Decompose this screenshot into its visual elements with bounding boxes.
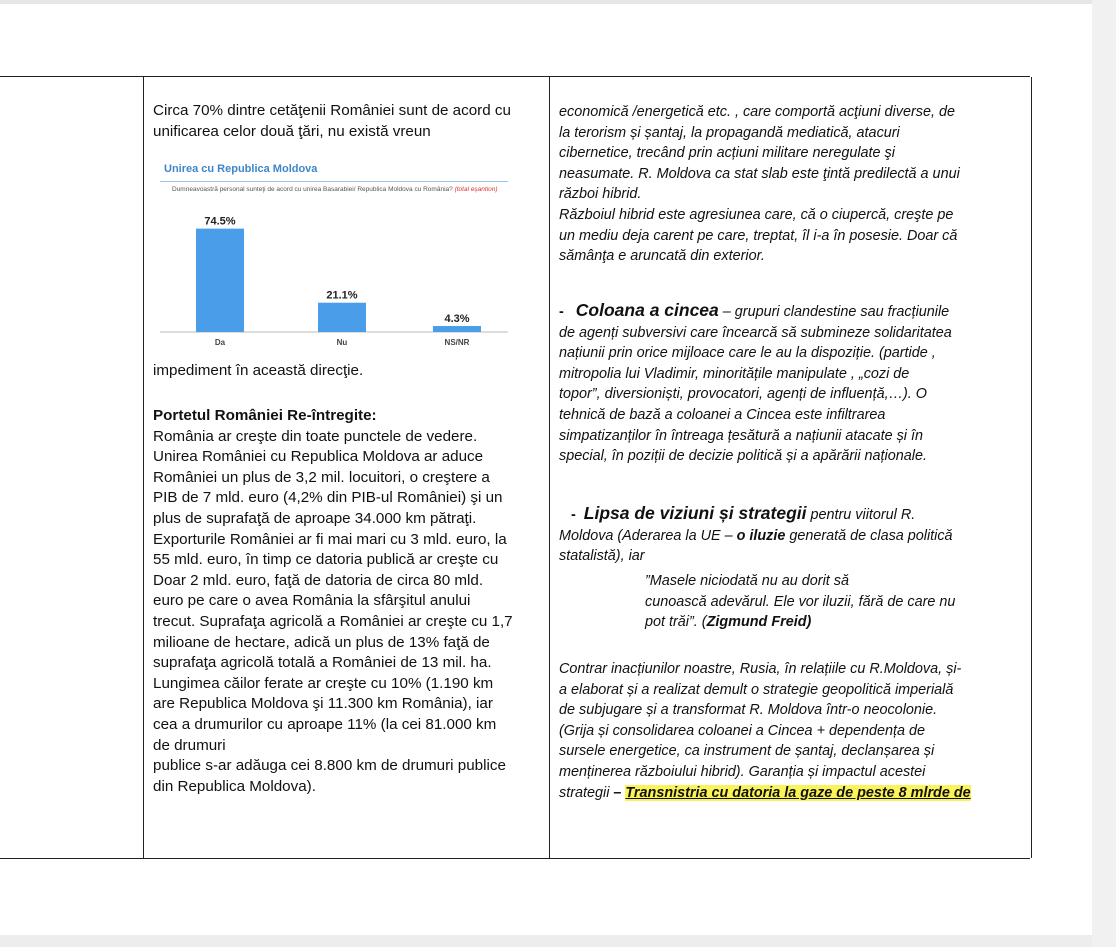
lipsa-viziuni-section [559,503,1025,567]
text-line: ”Masele niciodată nu au dorit să [645,573,849,589]
chart-note: (total eşantion) [454,186,498,193]
portet-section [153,406,545,797]
text-line: națiunii prin orice mijloace care le au la dispoziție. (partide , [559,345,936,362]
paragraph-3 [559,659,1025,783]
paragraph-2 [559,205,1025,267]
document-table [0,76,1030,859]
chart-category-label: NS/NR [444,338,470,347]
chart-title: Unirea cu Republica Moldova [164,163,318,175]
text-line: un mediu deja carent pe care, treptat, îl i-a în posesie. Doar că [559,227,958,244]
text-line: la terorism și șantaj, la propagandă mediatică, atacuri [559,124,900,141]
chart-data-label: 4.3% [444,313,470,326]
text-line: neasumate. R. Moldova ca stat slab este ţintă predilectă a unui [559,165,960,182]
text-line: economică /energetică etc. , care comportă acţiuni diverse, de [559,104,955,120]
text-line: Circa 70% dintre cetăţenii României sunt de acord cu [153,102,511,119]
text-line: impediment în această direcţie. [153,362,364,379]
text-line: România ar creşte din toate punctele de vedere. [153,427,478,445]
text-line: de subjugare și a transformat R. Moldova într-o neocolonie. [559,702,938,719]
text-line: Exporturile României ar fi mai mari cu 3 mld. euro, la [153,530,507,548]
text-line: a elaborat și a realizat demult o strategie geopolitică imperială [559,681,954,698]
bullet-dash: - [559,304,564,320]
text-line: simpatizanților în întreaga țesătură a națiunii atacate și în [559,427,923,444]
text-line: trecut. Suprafaţa agricolă a României ar creşte cu 1,7 [153,612,513,630]
text-line: topor”, diversioniști, provocatori, agenți de influență,…). O [559,386,927,403]
text-line: statalistă), iar [559,548,645,565]
freud-quote [645,571,1020,633]
text-span: pot trăi”. ( [645,614,707,631]
quote-body [645,571,1020,612]
text-line: cunoască adevărul. Ele vor iluzii, fără de care nu [645,593,956,610]
text-line: milioane de hectare, adică un plus de 13% faţă de [153,633,490,651]
text-line: 55 mld. euro, în timp ce datoria publică ar creşte cu [153,551,499,569]
bottom-bar [0,935,1092,947]
chart-category-label: Da [214,338,226,347]
text-line: cea a drumurilor cu aproape 11% (la cei 81.000 km [153,715,497,733]
emphasis-text: o iluzie [736,527,786,544]
text-span: – [613,784,626,801]
text-line: Contrar inacțiunilor noastre, Rusia, în relațiile cu R.Moldova, și- [559,661,962,677]
text-line: României un plus de 3,2 mil. locuitori, o creştere a [153,468,490,486]
text-line: menținerea războiului hibrid). Garanția și impactul acestei [559,763,926,780]
text-line: Unirea României cu Republica Moldova ar aduce [153,448,484,466]
hybrid-war-paragraph [559,102,1025,267]
text-line: plus de suprafaţă de aproape 34.000 km pătraţi. [153,509,477,527]
text-line: sămânţa e aruncată din exterior. [559,248,765,265]
text-line: are Republica Moldova şi 11.300 km România), iar [153,695,493,713]
section-heading: Lipsa de viziuni și strategii [583,503,807,523]
text-line: Doar 2 mld. euro, faţă de datoria de circa 80 mld. [153,571,484,589]
text-line: război hibrid. [559,186,642,203]
section-heading: Coloana a cincea [575,300,719,320]
russia-strategy-paragraph [559,659,1025,803]
text-line: de drumuri [153,736,226,754]
text-span: pentru viitorul R. [806,507,916,523]
text-line: euro pe care o avea România la sfârşitul anului [153,592,471,610]
chart-unirea [160,163,508,357]
chart-bar-nu [318,303,366,332]
text-line: special, în poziții de decizie politică și a apărării naționale. [559,448,927,465]
intro-text [153,101,545,142]
chart-plot [160,163,508,357]
text-span: – grupuri clandestine sau fracțiunile [718,304,950,320]
text-span: strategii [559,784,614,801]
chart-category-label: Nu [336,338,348,347]
chart-bar-da [196,229,244,332]
text-line: unificarea celor două ţări, nu există vreun [153,122,431,140]
scrollbar-track[interactable] [1092,0,1116,947]
text-line: mitropolia lui Vladimir, minoritățile manipulate , „cozi de [559,365,910,382]
text-line: (Grija și consolidarea coloanei a Cincea + dependența de [559,722,925,739]
section-heading: Portetul României Re-întregite: [153,407,377,424]
text-line: de agenți subversivi care încearcă să submineze solidaritatea [559,324,952,341]
text-line: din Republica Moldova). [153,777,316,795]
text-line: suprafaţa agricolă totală a României de 13 mil. ha. [153,654,492,672]
after-chart-text [153,361,545,382]
text-line: PIB de 7 mld. euro (4,2% din PIB-ul României) şi un [153,489,503,507]
chart-question: Dumneavoastră personal sunteţi de acord cu unirea Basarabiei/ Republica Moldova cu România? [172,186,453,193]
text-line: publice s-ar adăuga cei 8.800 km de drumuri publice [153,757,506,775]
highlighted-text: Transnistria cu datoria la gaze de peste 8 mlrde de [625,784,971,801]
coloana-cincea-section [559,300,1025,467]
chart-data-label: 21.1% [326,289,358,302]
table-column-2 [143,77,550,858]
text-line: tehnică de bază a coloanei a Cincea este infiltrarea [559,406,886,423]
chart-data-label: 74.5% [204,215,236,228]
section-body [559,323,1025,467]
paragraph-1 [559,102,1025,205]
text-line: cibernetice, trecând prin acțiuni militare neregulate şi [559,145,895,162]
table-column-3 [549,77,1032,858]
text-line: sursele energetice, ca instrument de șantaj, declanșarea și [559,743,935,760]
text-span: Moldova (Aderarea la UE – [559,527,737,544]
chart-bar-nsnr [433,326,481,332]
bullet-dash: - [571,507,576,523]
section-body [153,427,545,798]
top-bar [0,0,1092,4]
table-column-1 [0,77,143,858]
text-line: Lungimea căilor ferate ar creşte cu 10% (1.190 km [153,674,494,692]
text-span: generată de clasa politică [785,527,953,544]
quote-author: Zigmund Freid) [706,614,812,631]
text-line: Războiul hibrid este agresiunea care, că o ciupercă, creşte pe [559,206,954,223]
